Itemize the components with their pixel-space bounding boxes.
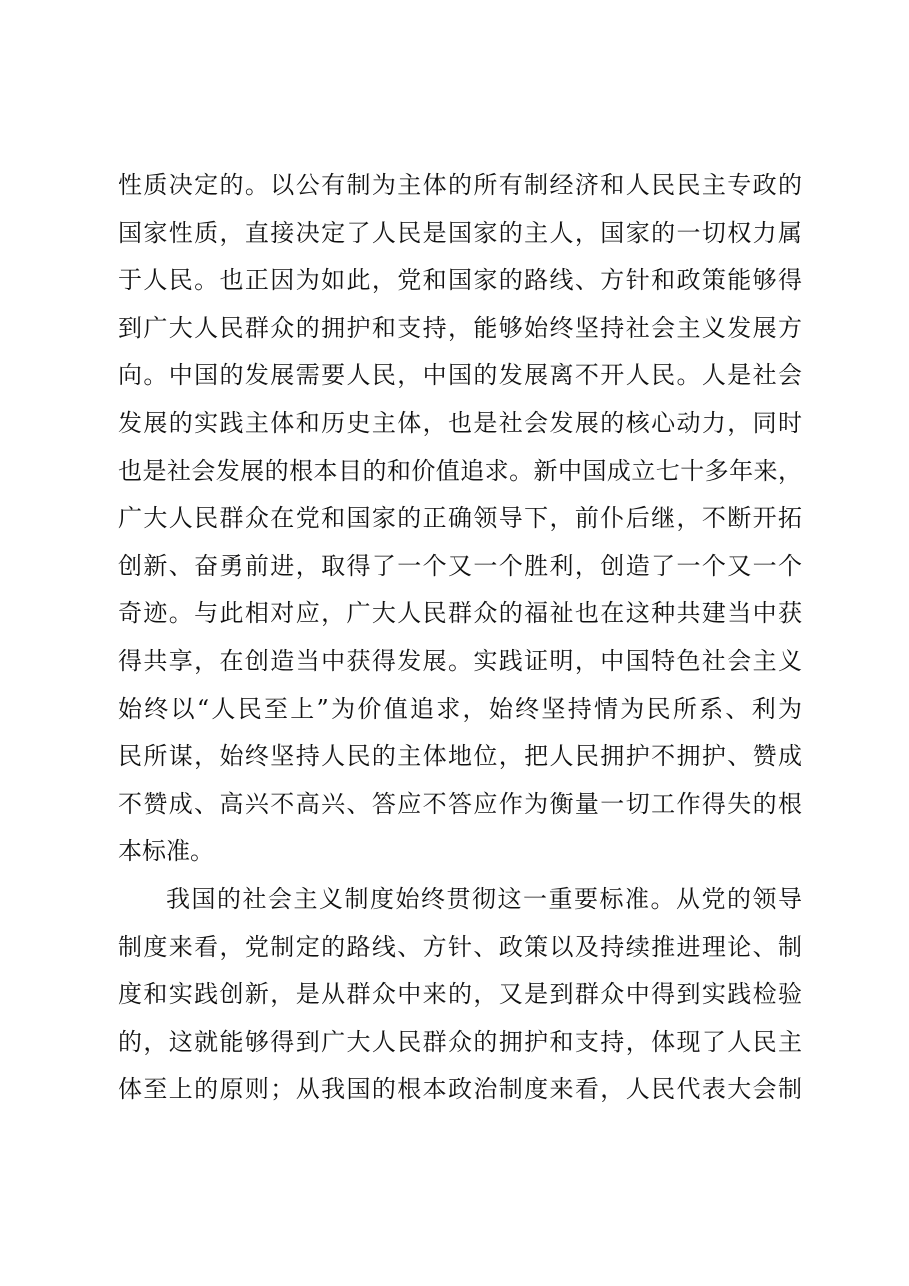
text-line: 度和实践创新，是从群众中来的，又是到群众中得到实践检验 <box>118 980 802 1009</box>
text-line: 始终以“人民至上”为价值追求，始终坚持情为民所系、利为 <box>118 694 802 723</box>
text-line: 的，这就能够得到广大人民群众的拥护和支持，体现了人民主 <box>118 1027 802 1056</box>
text-line: 体至上的原则；从我国的根本政治制度来看，人民代表大会制 <box>118 1075 802 1104</box>
body-text <box>118 162 802 1114</box>
text-line: 奇迹。与此相对应，广大人民群众的福祉也在这种共建当中获 <box>118 599 802 628</box>
text-line: 也是社会发展的根本目的和价值追求。新中国成立七十多年来， <box>118 456 802 485</box>
paragraph-2 <box>118 876 802 1114</box>
text-line: 发展的实践主体和历史主体，也是社会发展的核心动力，同时 <box>118 408 802 437</box>
text-line: 得共享，在创造当中获得发展。实践证明，中国特色社会主义 <box>118 646 802 675</box>
text-line: 性质决定的。以公有制为主体的所有制经济和人民民主专政的 <box>118 171 802 199</box>
text-line: 我国的社会主义制度始终贯彻这一重要标准。从党的领导 <box>166 884 802 913</box>
text-line: 制度来看，党制定的路线、方针、政策以及持续推进理论、制 <box>118 932 802 961</box>
text-line: 国家性质，直接决定了人民是国家的主人，国家的一切权力属 <box>118 218 802 247</box>
text-line: 到广大人民群众的拥护和支持，能够始终坚持社会主义发展方 <box>118 313 802 342</box>
text-line: 创新、奋勇前进，取得了一个又一个胜利，创造了一个又一个 <box>118 551 802 580</box>
text-line: 于人民。也正因为如此，党和国家的路线、方针和政策能够得 <box>118 266 802 295</box>
text-line: 广大人民群众在党和国家的正确领导下，前仆后继，不断开拓 <box>118 504 802 533</box>
text-line: 本标准。 <box>118 837 214 866</box>
text-line: 不赞成、高兴不高兴、答应不答应作为衡量一切工作得失的根 <box>118 789 802 818</box>
paragraph-1 <box>118 162 802 876</box>
text-line: 民所谋，始终坚持人民的主体地位，把人民拥护不拥护、赞成 <box>118 742 802 771</box>
text-line: 向。中国的发展需要人民，中国的发展离不开人民。人是社会 <box>118 361 802 390</box>
